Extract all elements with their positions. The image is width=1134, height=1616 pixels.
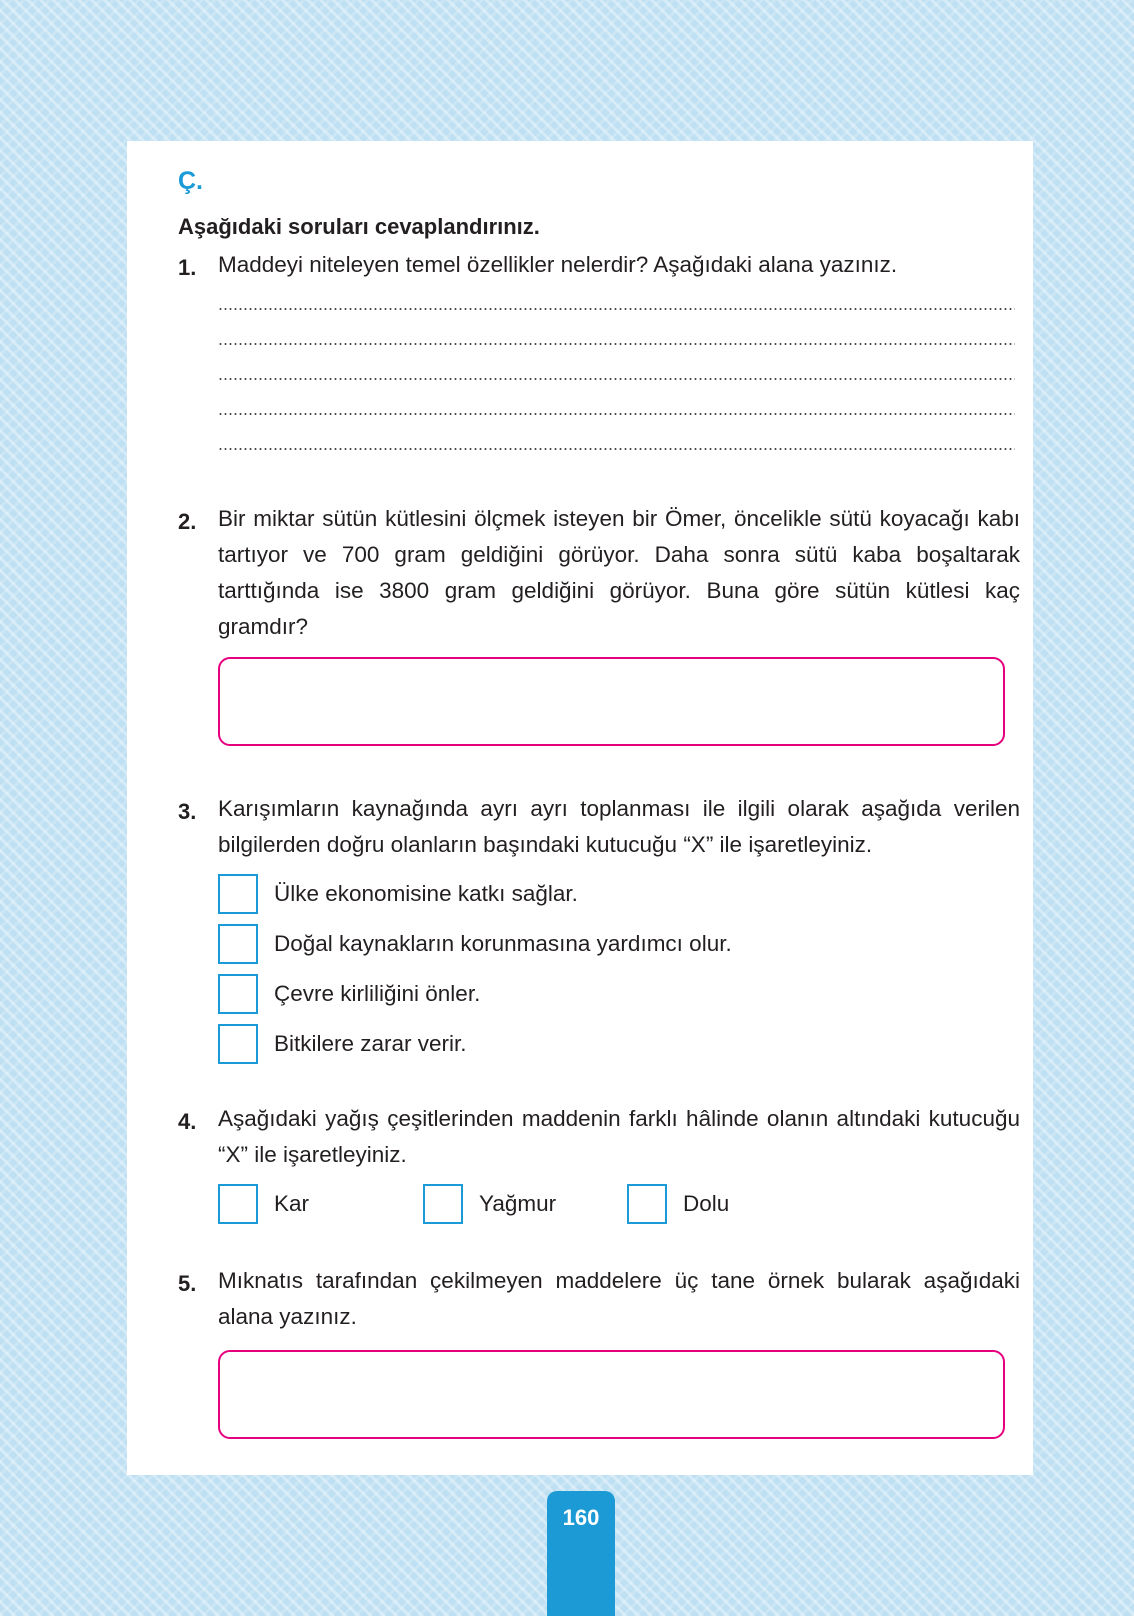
answer-line-1[interactable]	[218, 308, 1015, 310]
question-4-text: Aşağıdaki yağış çeşitlerinden maddenin farklı hâlinde olanın altındaki kutucuğu “X” ile işaretleyiniz.	[218, 1106, 1020, 1167]
question-3-option-2-label: Doğal kaynakların korunmasına yardımcı olur.	[274, 931, 732, 956]
question-5-answer-box[interactable]	[218, 1350, 1005, 1439]
answer-line-2[interactable]	[218, 343, 1015, 345]
question-3-number: 3.	[178, 799, 197, 824]
question-5-text: Mıknatıs tarafından çekilmeyen maddelere üç tane örnek bularak aşağıdaki alana yazınız.	[218, 1268, 1020, 1329]
question-3-option-4-label: Bitkilere zarar verir.	[274, 1031, 467, 1056]
page-number: 160	[562, 1505, 600, 1530]
question-4-number: 4.	[178, 1109, 197, 1134]
question-2-answer-box[interactable]	[218, 657, 1005, 746]
question-3-option-1-label: Ülke ekonomisine katkı sağlar.	[274, 881, 578, 906]
question-2-text: Bir miktar sütün kütlesini ölçmek isteyen bir Ömer, öncelikle sütü koyacağı kabı tartıyor ve 700 gram geldiğini görüyor. Daha sonra sütü kaba boşaltarak tarttığında ise 3800 gram geldiğini görüyor. Buna göre sütün kütlesi kaç gramdır?	[218, 506, 1020, 639]
section-letter: Ç.	[178, 167, 203, 195]
question-4-option-dolu-label: Dolu	[683, 1191, 730, 1216]
question-3-option-2-checkbox[interactable]	[218, 924, 258, 964]
question-5-number: 5.	[178, 1271, 197, 1296]
question-1-text: Maddeyi niteleyen temel özellikler nelerdir? Aşağıdaki alana yazınız.	[218, 252, 898, 277]
question-3-option-3-label: Çevre kirliliğini önler.	[274, 981, 481, 1006]
answer-line-5[interactable]	[218, 448, 1015, 450]
question-4-option-kar-label: Kar	[274, 1191, 310, 1216]
answer-line-3[interactable]	[218, 378, 1015, 380]
question-4-option-dolu-checkbox[interactable]	[627, 1184, 667, 1224]
question-4-option-kar-checkbox[interactable]	[218, 1184, 258, 1224]
worksheet-page	[127, 141, 1033, 1475]
question-3-option-1-checkbox[interactable]	[218, 874, 258, 914]
question-2-number: 2.	[178, 509, 197, 534]
question-3-text: Karışımların kaynağında ayrı ayrı toplanması ile ilgili olarak aşağıda verilen bilgilerden doğru olanların başındaki kutucuğu “X” ile işaretleyiniz.	[218, 796, 1020, 857]
question-1-number: 1.	[178, 255, 197, 280]
instruction-heading: Aşağıdaki soruları cevaplandırınız.	[178, 214, 540, 239]
page-number-tab	[547, 1491, 615, 1616]
question-3-option-3-checkbox[interactable]	[218, 974, 258, 1014]
question-3-option-4-checkbox[interactable]	[218, 1024, 258, 1064]
answer-line-4[interactable]	[218, 413, 1015, 415]
question-4-option-yagmur-label: Yağmur	[479, 1191, 557, 1216]
question-4-option-yagmur-checkbox[interactable]	[423, 1184, 463, 1224]
